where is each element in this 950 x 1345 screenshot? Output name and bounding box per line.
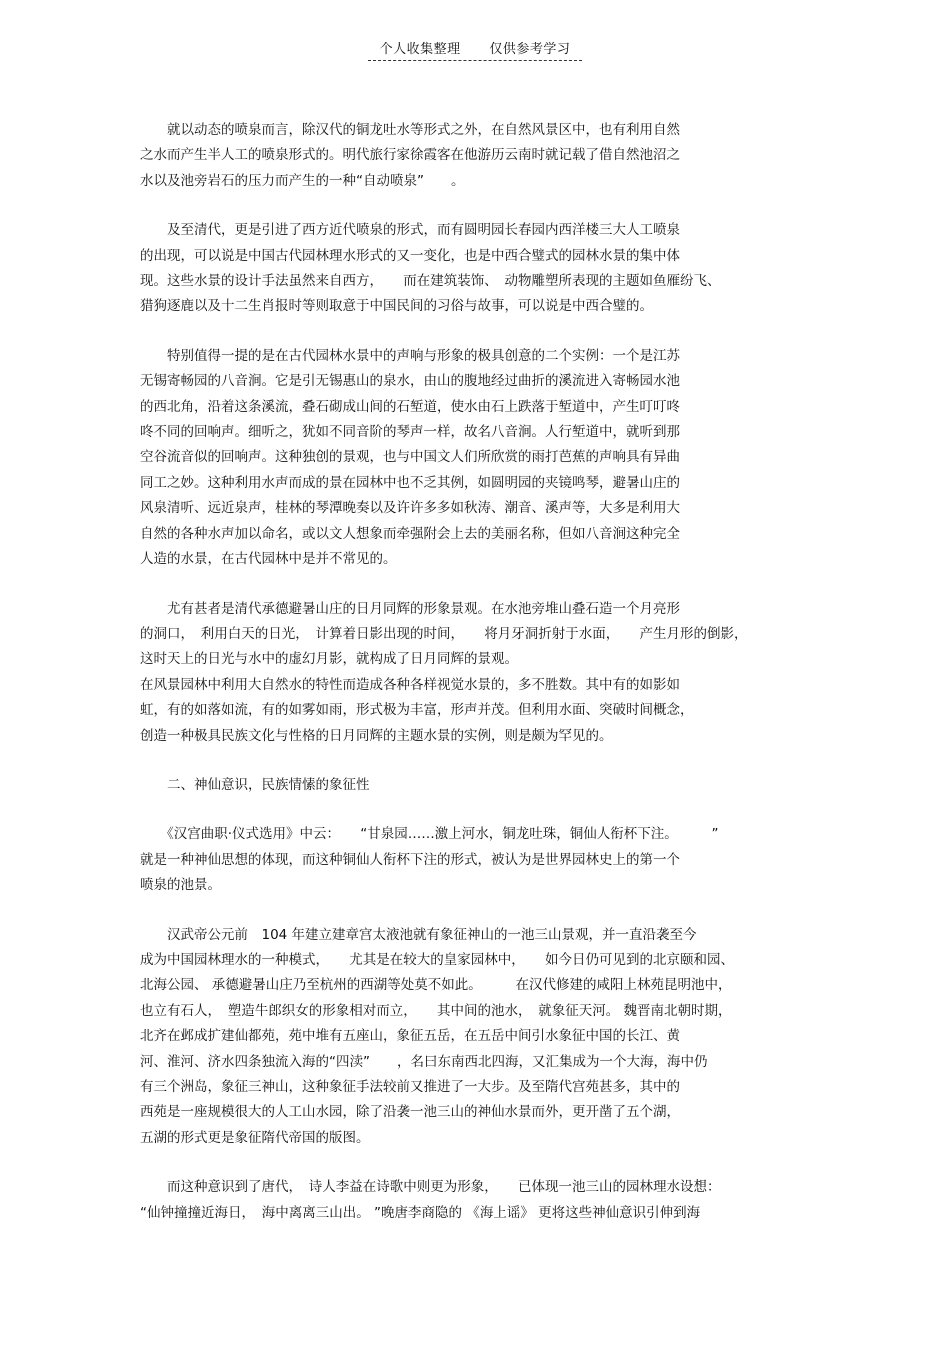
text-line: 虹，有的如落如流，有的如雾如雨，形式极为丰富，形声并茂。但利用水面、突破时间概念，: [140, 702, 694, 719]
text-line: 创造一种极具民族文化与性格的日月同辉的主题水景的实例，则是颇为罕见的。: [140, 727, 613, 744]
text-line: 河、淮河、济水四条独流入海的“四渎” ，名曰东南西北四海，又汇集成为一个大海，海中仍: [140, 1053, 708, 1070]
text-line: 在风景园林中利用大自然水的特性而造成各种各样视觉水景的，多不胜数。其中有的如影如: [140, 676, 680, 693]
section-heading: 二、神仙意识，民族情愫的象征性: [140, 776, 370, 793]
text-line: “仙钟撞撞近海日， 海中离离三山出。 ”晚唐李商隐的 《海上谣》 更将这些神仙意识引伸到海: [140, 1204, 701, 1221]
text-line: 现。这些水景的设计手法虽然来自西方， 而在建筑装饰、 动物雕塑所表现的主题如鱼雁纷飞、: [140, 273, 721, 290]
text-line: 特别值得一提的是在古代园林水景中的声响与形象的极具创意的二个实例：一个是江苏: [140, 347, 680, 364]
paragraph-sun-moon: [140, 597, 805, 749]
text-line: 同工之妙。这种利用水声而成的景在园林中也不乏其例，如圆明园的夹镜鸣琴，避暑山庄的: [140, 474, 680, 491]
text-line: 北海公园、 承德避暑山庄乃至杭州的西湖等处莫不如此。 在汉代修建的咸阳上林苑昆明池中，: [140, 977, 732, 994]
text-line: 的洞口， 利用白天的日光， 计算着日影出现的时间， 将月牙洞折射于水面， 产生月形的倒影，: [140, 625, 748, 642]
header-left-text: 个人收集整理: [379, 42, 461, 57]
text-line: 猎狗逐鹿以及十二生肖报时等则取意于中国民间的习俗与故事，可以说是中西合璧的。: [140, 298, 653, 315]
paragraph-fountain: [140, 118, 805, 194]
text-line: 有三个洲岛，象征三神山，这种象征手法较前又推进了一大步。及至隋代宫苑甚多，其中的: [140, 1079, 680, 1095]
text-line: 《汉宫曲职·仪式选用》中云： “甘泉园……激上河水，铜龙吐珠，铜仙人衔杯下注。 ”: [140, 826, 719, 843]
text-line: 人造的水景，在古代园林中是并不常见的。: [140, 551, 397, 568]
text-line: 五湖的形式更是象征隋代帝国的版图。: [140, 1129, 370, 1146]
text-line: 空谷流音似的回响声。这种独创的景观，也与中国文人们所欣赏的雨打芭蕉的声响具有异曲: [140, 449, 680, 466]
text-line: 咚不同的回响声。细听之，犹如不同音阶的琴声一样，故名八音涧。人行堑道中，就听到那: [140, 424, 680, 441]
text-line: 无锡寄畅园的八音涧。它是引无锡惠山的泉水，由山的腹地经过曲折的溪流进入寄畅园水池: [140, 373, 680, 390]
text-line: 而这种意识到了唐代， 诗人李益在诗歌中则更为形象， 已体现一池三山的园林理水设想：: [140, 1179, 721, 1196]
text-line: 北齐在邺成扩建仙都苑，苑中堆有五座山，象征五岳，在五岳中间引水象征中国的长江、黄: [140, 1028, 680, 1045]
text-line: 之水而产生半人工的喷泉形式的。明代旅行家徐霞客在他游历云南时就记载了借自然池沼之: [140, 147, 680, 164]
paragraph-one-pond-three-hills: [140, 923, 805, 1152]
paragraph-bayinjian: [140, 344, 805, 573]
text-line: 汉武帝公元前 104 年建立建章宫太液池就有象征神山的一池三山景观，并一直沿袭至今: [140, 926, 697, 943]
text-line: 就是一种神仙思想的体现，而这种铜仙人衔杯下注的形式，被认为是世界园林史上的第一个: [140, 851, 680, 868]
text-line: 尤有甚者是清代承德避暑山庄的日月同辉的形象景观。在水池旁堆山叠石造一个月亮形: [140, 600, 680, 617]
text-line: 的出现，可以说是中国古代园林理水形式的又一变化，也是中西合璧式的园林水景的集中体: [140, 247, 680, 264]
text-line: 成为中国园林理水的一种模式， 尤其是在较大的皇家园林中， 如今日仍可见到的北京颐和园、: [140, 951, 734, 968]
paragraph-qing-dynasty: [140, 218, 805, 320]
text-line: 及至清代，更是引进了西方近代喷泉的形式，而有圆明园长春园内西洋楼三大人工喷泉: [140, 222, 680, 239]
document-body: [140, 118, 805, 1250]
text-line: 就以动态的喷泉而言，除汉代的铜龙吐水等形式之外，在自然风景区中，也有利用自然: [140, 122, 680, 138]
paragraph-tang-dynasty: [140, 1175, 805, 1226]
text-line: 风泉清听、远近泉声，桂林的琴潭晚奏以及许许多多如秋涛、潮音、溪声等，大多是利用大: [140, 500, 680, 517]
page-header: [0, 38, 950, 61]
text-line: 也立有石人， 塑造牛郎织女的形象相对而立， 其中间的池水， 就象征天河。 魏晋南北朝时期，: [140, 1002, 732, 1019]
text-line: 西苑是一座规模很大的人工山水园，除了沿袭一池三山的神仙水景而外，更开凿了五个湖，: [140, 1104, 680, 1121]
text-line: 水以及池旁岩石的压力而产生的一种“自动喷泉” 。: [140, 172, 465, 189]
header-text: [368, 38, 583, 61]
text-line: 喷泉的池景。: [140, 877, 221, 894]
text-line: 这时天上的日光与水中的虚幻月影，就构成了日月同辉的景观。: [140, 651, 518, 668]
text-line: 的西北角，沿着这条溪流，叠石砌成山间的石堑道，使水由石上跌落于堑道中，产生叮叮咚: [140, 398, 680, 415]
paragraph-han-palace: [140, 822, 805, 898]
header-right-text: 仅供参考学习: [489, 42, 571, 57]
text-line: 自然的各种水声加以命名，或以文人想象而牵强附会上去的美丽名称，但如八音涧这种完全: [140, 525, 680, 542]
